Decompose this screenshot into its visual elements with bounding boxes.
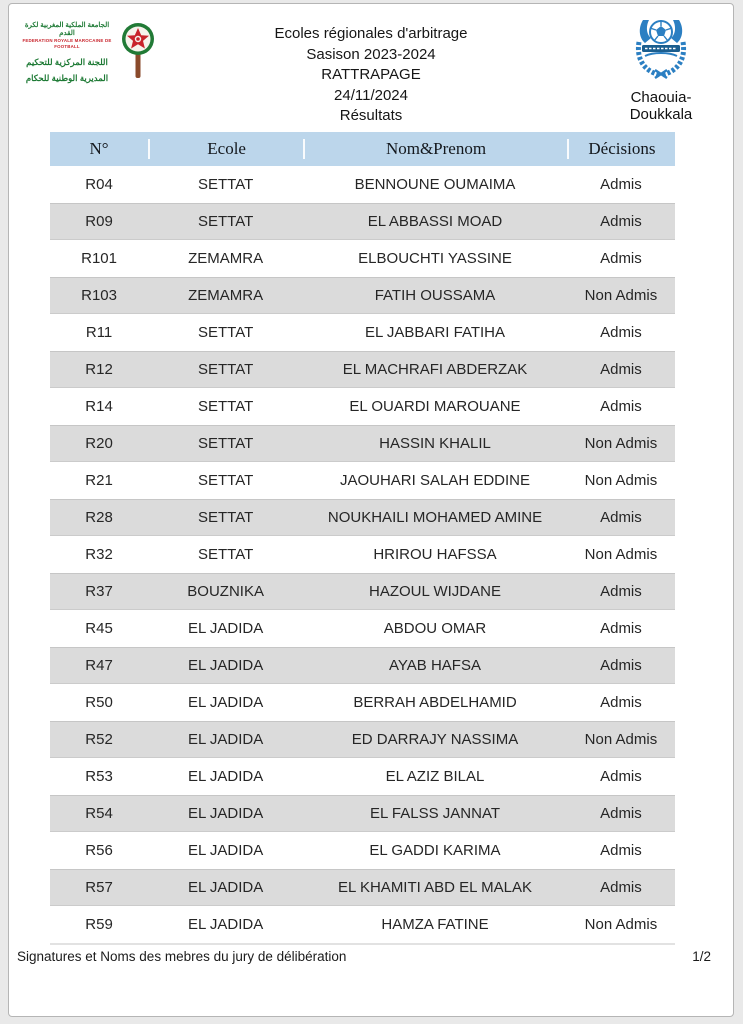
table-row [50,869,675,906]
cell-decision: Admis [600,879,642,896]
cell-nom-prenom: EL AZIZ BILAL [385,768,485,785]
directorate-arabic-line: المديرية الوطنية للحكام [25,73,109,83]
cell-ecole: EL JADIDA [187,842,264,859]
cell-decision: Admis [600,657,642,674]
cell-numero: R47 [85,657,113,674]
table-row [50,462,675,499]
cell-ecole: SETTAT [197,361,254,378]
document-page [8,3,734,1017]
cell-nom-prenom: ED DARRAJY NASSIMA [351,731,519,748]
cell-numero: R57 [85,879,113,896]
page-number: 1/2 [692,949,711,964]
cell-ecole: SETTAT [197,398,254,415]
column-header-nom-prenom: Nom&Prenom [303,139,567,159]
cell-numero: R32 [85,546,113,563]
cell-ecole: EL JADIDA [187,805,264,822]
cell-ecole: EL JADIDA [187,620,264,637]
cell-nom-prenom: HRIROU HAFSSA [373,546,497,563]
cell-nom-prenom: EL ABBASSI MOAD [367,213,503,230]
committee-arabic-line: اللجنة المركزية للتحكيم [26,57,108,67]
cell-numero: R101 [81,250,117,267]
table-row [50,795,675,832]
cell-ecole: SETTAT [197,546,254,563]
table-header-row [50,132,675,166]
column-header-decisions: Décisions [567,139,675,159]
cell-ecole: ZEMAMRA [188,287,264,304]
cell-ecole: EL JADIDA [187,916,264,933]
cell-numero: R59 [85,916,113,933]
table-row [50,499,675,536]
title-line-1: Ecoles régionales d'arbitrage [274,25,468,42]
cell-decision: Admis [600,250,642,267]
cell-numero: R11 [85,324,113,341]
table-row [50,203,675,240]
cell-numero: R09 [85,213,113,230]
table-row [50,277,675,314]
table-row [50,536,675,573]
cell-decision: Admis [600,398,642,415]
cell-nom-prenom: FATIH OUSSAMA [374,287,496,304]
regional-league-logo [603,16,719,123]
cell-numero: R04 [85,176,113,193]
cell-decision: Admis [600,842,642,859]
cell-nom-prenom: HAMZA FATINE [381,916,489,933]
cell-nom-prenom: HASSIN KHALIL [379,435,491,452]
cell-ecole: EL JADIDA [187,657,264,674]
cell-decision: Non Admis [584,731,658,748]
cell-decision: Non Admis [584,435,658,452]
cell-decision: Non Admis [584,546,658,563]
cell-ecole: SETTAT [197,435,254,452]
federation-arabic-title: الجامعة الملكية المغربية لكرة القدم [24,22,110,37]
cell-numero: R50 [85,694,113,711]
cell-decision: Admis [600,176,642,193]
cell-numero: R12 [85,361,113,378]
cell-nom-prenom: EL GADDI KARIMA [369,842,501,859]
table-row [50,721,675,758]
title-line-2: Sasison 2023-2024 [306,45,436,63]
cell-decision: Non Admis [584,916,658,933]
cell-nom-prenom: EL MACHRAFI ABDERZAK [342,361,528,378]
cell-nom-prenom: ELBOUCHTI YASSINE [358,250,512,267]
table-row [50,684,675,721]
cell-ecole: SETTAT [197,509,254,526]
cell-decision: Admis [600,583,642,600]
cell-nom-prenom: BERRAH ABDELHAMID [353,694,517,711]
table-row [50,610,675,647]
cell-decision: Admis [600,509,642,526]
table-row [50,351,675,388]
cell-decision: Admis [600,768,642,785]
chaouia-doukkala-emblem-icon [629,69,693,86]
column-header-numero: N° [89,139,109,158]
cell-nom-prenom: HAZOUL WIJDANE [369,583,501,600]
cell-decision: Non Admis [584,472,658,489]
title-line-4: 24/11/2024 [334,86,408,104]
cell-nom-prenom: AYAB HAFSA [389,657,481,674]
table-row [50,314,675,351]
cell-nom-prenom: ABDOU OMAR [383,620,487,637]
table-row [50,166,675,203]
table-row [50,647,675,684]
cell-ecole: EL JADIDA [187,731,264,748]
cell-numero: R53 [85,768,113,785]
cell-decision: Admis [600,805,642,822]
cell-decision: Admis [600,694,642,711]
cell-decision: Non Admis [584,287,658,304]
cell-ecole: SETTAT [197,176,254,193]
cell-numero: R52 [85,731,113,748]
table-row [50,240,675,277]
table-row [50,573,675,610]
cell-numero: R103 [81,287,117,304]
title-line-3: RATTRAPAGE [321,66,421,83]
cell-decision: Admis [600,620,642,637]
cell-decision: Admis [600,324,642,341]
cell-numero: R28 [85,509,113,526]
cell-numero: R54 [85,805,113,822]
cell-nom-prenom: EL JABBARI FATIHA [364,324,506,341]
cell-numero: R14 [85,398,113,415]
cell-nom-prenom: EL KHAMITI ABD EL MALAK [338,879,532,896]
cell-numero: R20 [85,435,113,452]
regional-league-label: Chaouia-Doukkala [629,89,693,123]
cell-nom-prenom: EL OUARDI MAROUANE [349,398,521,415]
table-row [50,425,675,462]
cell-ecole: SETTAT [197,213,254,230]
federation-french-title: FEDERATION ROYALE MAROCAINE DE FOOTBALL [22,38,112,49]
table-body [50,166,675,943]
cell-nom-prenom: JAOUHARI SALAH EDDINE [339,472,531,489]
cell-ecole: BOUZNIKA [187,583,264,600]
cell-numero: R21 [85,472,113,489]
title-line-5: Résultats [339,107,403,124]
cell-ecole: EL JADIDA [187,768,264,785]
table-row [50,388,675,425]
table-row [50,906,675,943]
cell-numero: R37 [85,583,113,600]
cell-decision: Admis [600,361,642,378]
cell-ecole: EL JADIDA [187,879,264,896]
cell-ecole: EL JADIDA [187,694,264,711]
table-row [50,758,675,795]
cell-ecole: SETTAT [197,472,254,489]
cell-numero: R56 [85,842,113,859]
cell-nom-prenom: BENNOUNE OUMAIMA [354,176,516,193]
jury-signatures-note: Signatures et Noms des mebres du jury de délibération [17,949,347,964]
results-table [50,132,675,945]
table-row [50,832,675,869]
cell-nom-prenom: EL FALSS JANNAT [369,805,501,822]
cell-numero: R45 [85,620,113,637]
column-header-ecole: Ecole [148,139,303,159]
cell-ecole: SETTAT [197,324,254,341]
cell-decision: Admis [600,213,642,230]
cell-nom-prenom: NOUKHAILI MOHAMED AMINE [327,509,543,526]
cell-ecole: ZEMAMRA [188,250,264,267]
